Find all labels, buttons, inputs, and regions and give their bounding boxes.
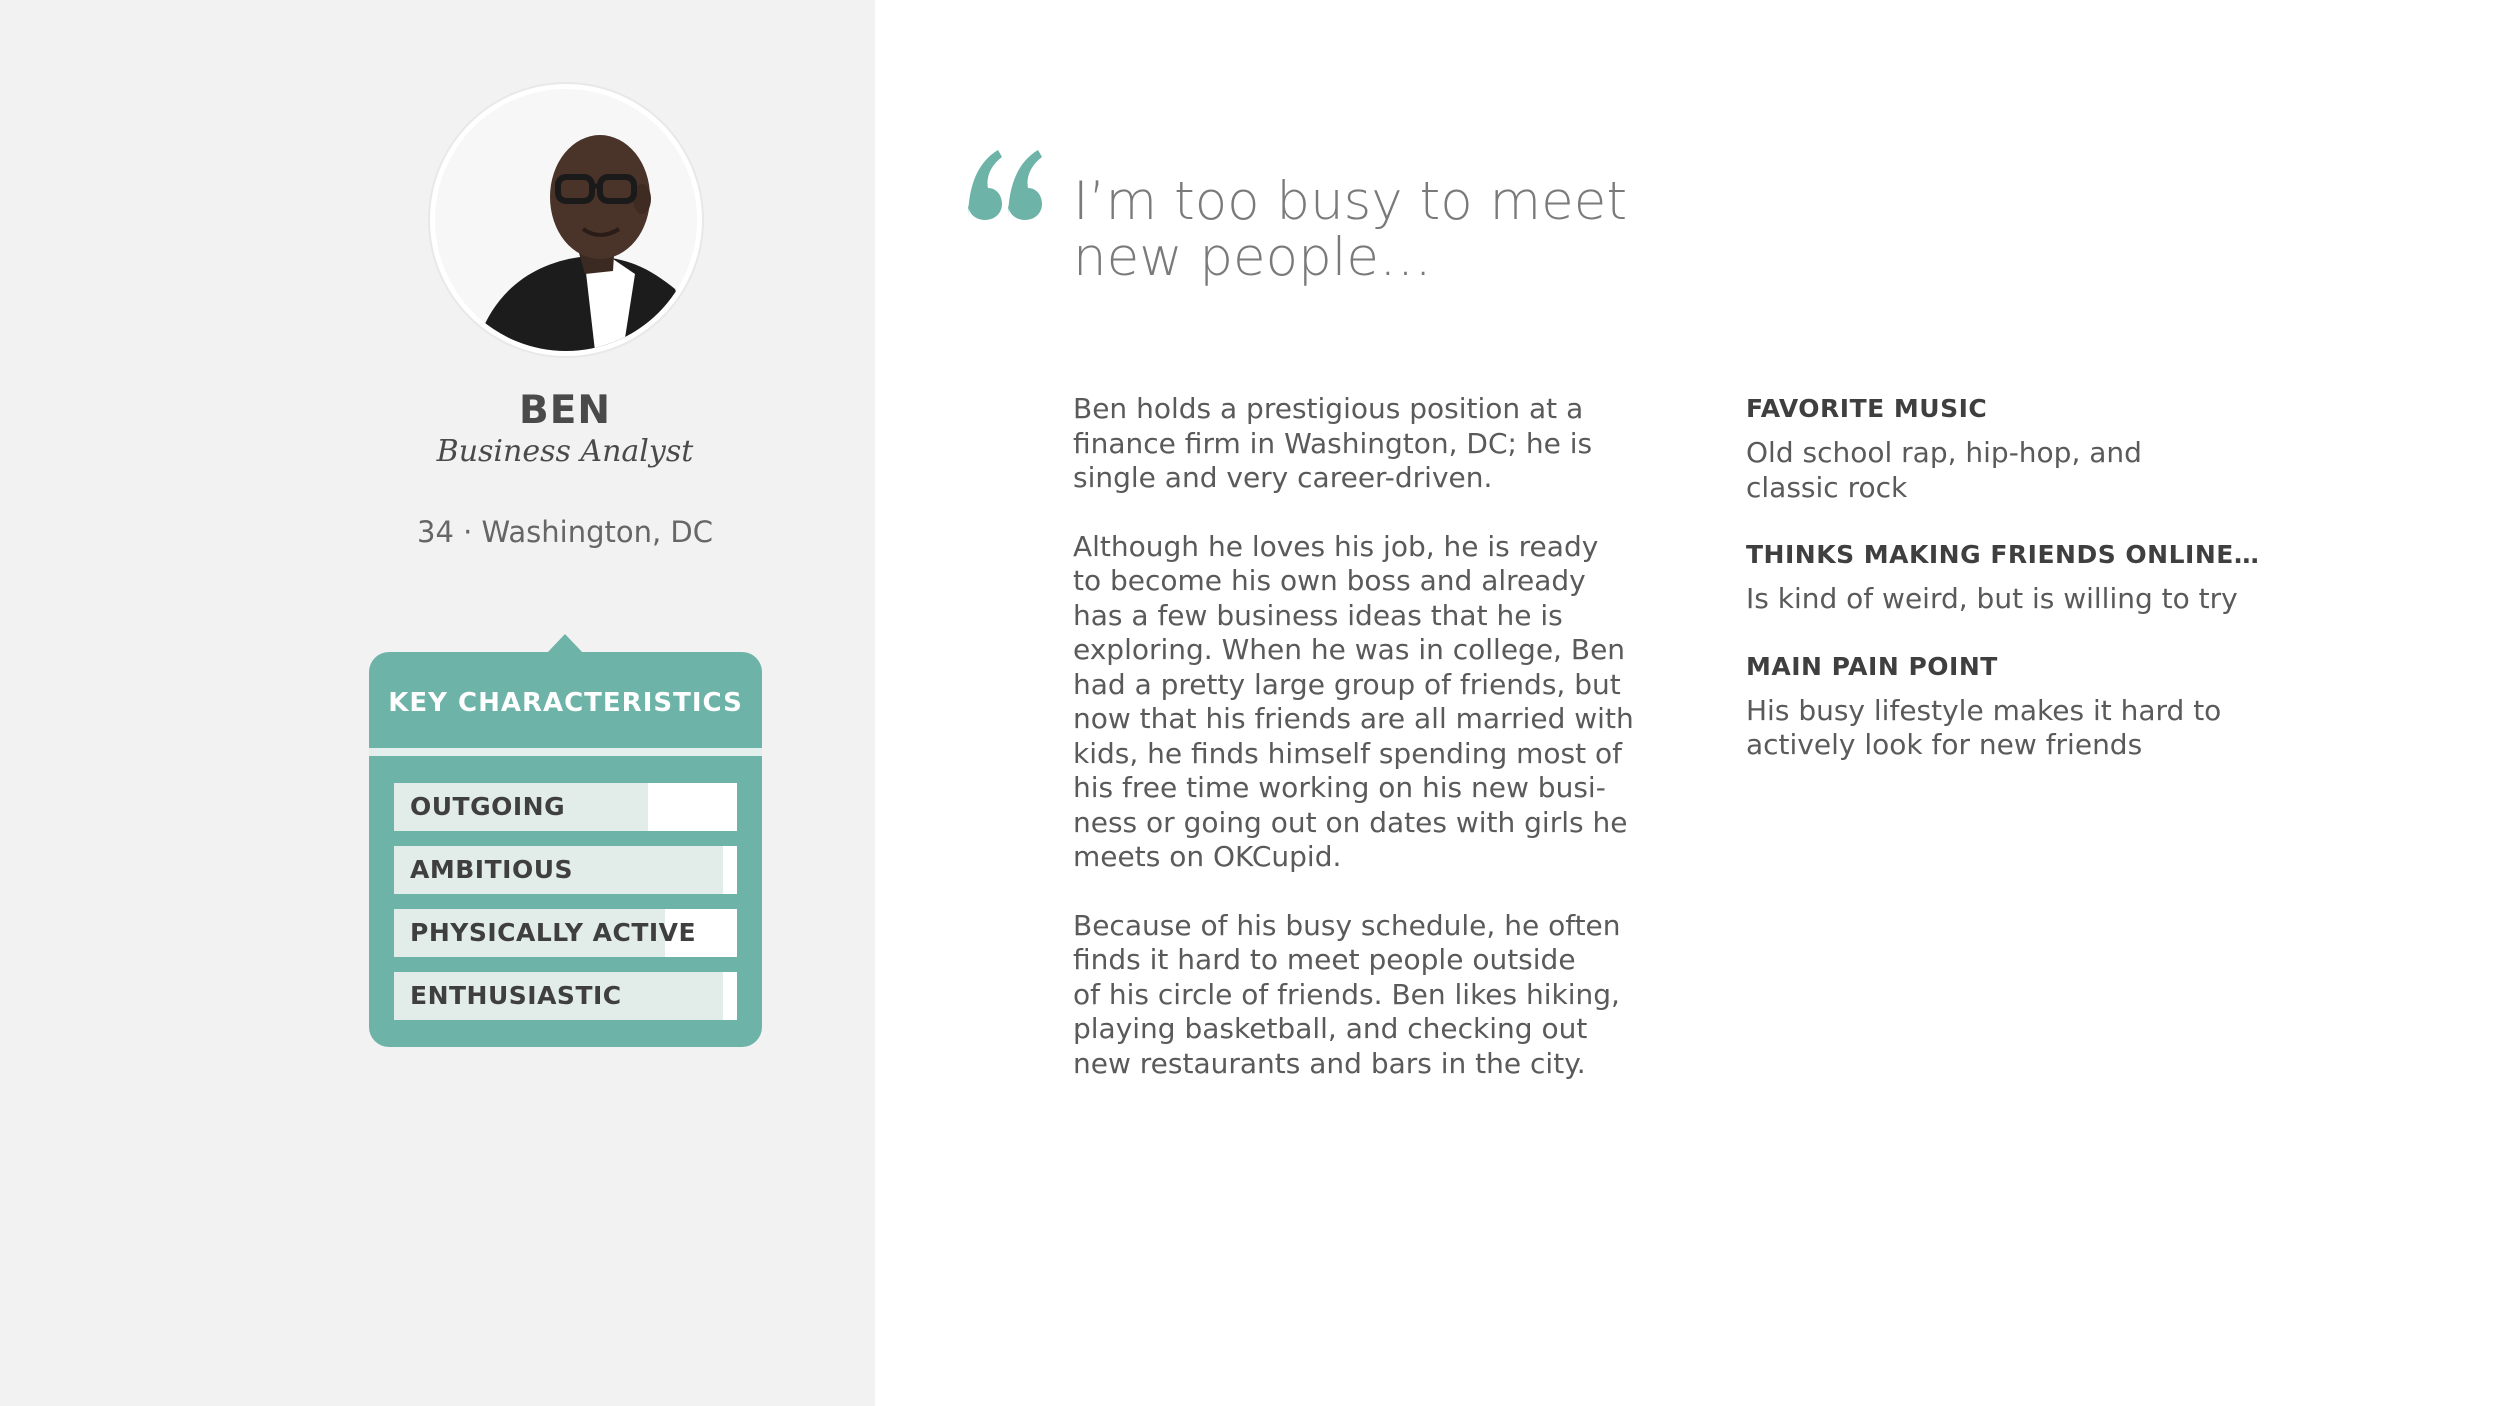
persona-bio (1073, 392, 1653, 1115)
bio-paragraph: Ben holds a prestigious position at a finance firm in Washington, DC; he is single and very career-driven. (1073, 392, 1593, 494)
trait-label: PHYSICALLY ACTIVE (410, 918, 697, 947)
fact-value-pain-point: His busy lifestyle makes it hard to actively look for new friends (1746, 693, 2222, 761)
bio-paragraph: Because of his busy schedule, he often finds it hard to meet people outside of his circle of friends. Ben likes hiking, playing basketball, and checking out new restaurants and bars in the city. (1073, 908, 1621, 1080)
persona-name: BEN (518, 388, 611, 433)
trait-label: ENTHUSIASTIC (410, 981, 622, 1010)
card-pointer (547, 634, 583, 653)
fact-value-friends-online: Is kind of weird, but is willing to try (1746, 582, 2238, 615)
fact-value-favorite-music: Old school rap, hip-hop, and classic rock (1746, 436, 2142, 504)
fact-heading-friends-online: THINKS MAKING FRIENDS ONLINE… (1746, 540, 2260, 569)
fact-heading-pain-point: MAIN PAIN POINT (1746, 651, 1998, 681)
persona-role: Business Analyst (436, 434, 694, 469)
trait-label: AMBITIOUS (410, 855, 573, 884)
bio-paragraph: Although he loves his job, he is ready to become his own boss and already has a few business ideas that he is exploring. When he was in college, Ben had a pretty large group of friends, but now that his friends are all married with kids, he finds himself spending most of his free time working on his new busi- ness or going out on dates with girls he meets on OKCupid. (1073, 529, 1634, 873)
fact-heading-favorite-music: FAVORITE MUSIC (1746, 394, 1988, 423)
avatar (430, 84, 702, 356)
trait-bar-enthusiastic (394, 972, 737, 1020)
persona-facts (1746, 392, 2306, 796)
trait-bar-ambitious (394, 846, 737, 894)
key-characteristics-title: KEY CHARACTERISTICS (388, 688, 743, 718)
key-characteristics-card (369, 652, 762, 1047)
trait-bar-physically-active (394, 909, 737, 957)
persona-age-location: 34 · Washington, DC (417, 515, 713, 549)
card-divider (369, 748, 762, 756)
person-photo-icon (435, 89, 697, 351)
trait-bar-outgoing (394, 783, 737, 831)
quote-mark-icon (964, 140, 1044, 230)
trait-label: OUTGOING (410, 792, 566, 821)
quote-text: I’m too busy to meet new people… (1073, 171, 1628, 288)
persona-quote (1073, 171, 1773, 288)
